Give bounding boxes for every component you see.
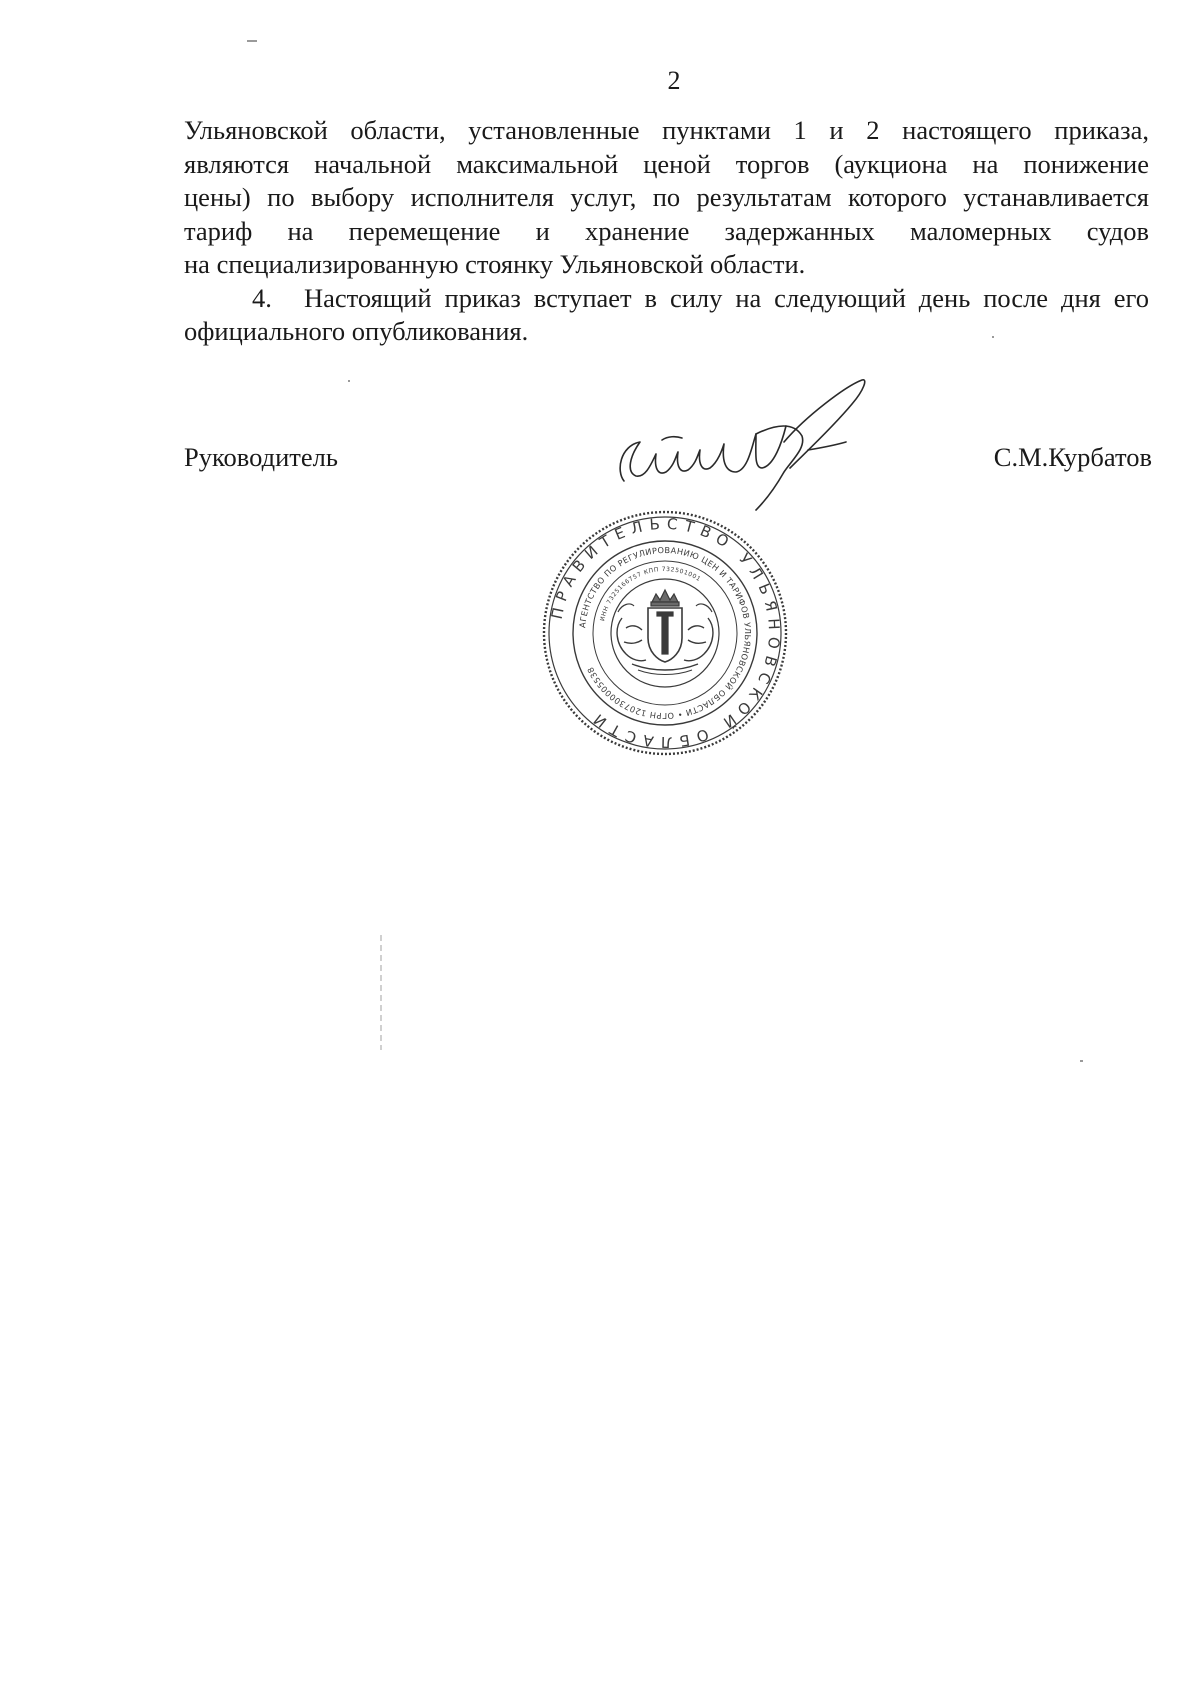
scan-artifact bbox=[992, 336, 994, 338]
coat-of-arms-icon bbox=[617, 590, 713, 675]
paragraph-4 bbox=[184, 282, 1149, 349]
signatory-title: Руководитель bbox=[184, 442, 338, 472]
scan-artifact bbox=[247, 40, 257, 42]
paragraph-4-first-line bbox=[184, 282, 1149, 316]
text-line: тариф на перемещение и хранение задержанных маломерных судов bbox=[184, 215, 1149, 246]
page-number: 2 bbox=[667, 66, 681, 95]
signatory-name: С.М.Курбатов bbox=[993, 442, 1152, 472]
scan-artifact bbox=[1080, 1060, 1083, 1062]
text-line: являются начальной максимальной ценой торгов (аукциона на понижение bbox=[184, 148, 1149, 179]
paragraph-3-continued bbox=[184, 114, 1149, 282]
text-line: Ульяновской области, установленные пунктами 1 и 2 настоящего приказа, bbox=[184, 115, 1149, 145]
text-line: на специализированную стоянку Ульяновской области. bbox=[184, 249, 806, 279]
scan-artifact bbox=[348, 380, 350, 382]
document-body bbox=[184, 114, 1149, 349]
text-line: официального опубликования. bbox=[184, 316, 529, 346]
official-seal bbox=[540, 508, 790, 758]
paragraph-4-text: Настоящий приказ вступает в силу на следующий день после дня его bbox=[304, 282, 1149, 313]
text-line: цены) по выбору исполнителя услуг, по результатам которого устанавливается bbox=[184, 182, 1149, 212]
seal-inner-text: АГЕНТСТВО ПО РЕГУЛИРОВАНИЮ ЦЕН И ТАРИФОВ УЛЬЯНОВСКОЙ ОБЛАСТИ • ОГРН 1207300005538 bbox=[577, 544, 754, 722]
seal-innermost-text: ИНН 7325166757 КПП 732501001 bbox=[599, 565, 703, 622]
scan-artifact bbox=[380, 935, 382, 1050]
seal-outer-text: ПРАВИТЕЛЬСТВО УЛЬЯНОВСКОЙ ОБЛАСТИ bbox=[547, 514, 784, 752]
handwritten-signature bbox=[606, 376, 886, 516]
paragraph-number: 4. bbox=[252, 282, 272, 313]
